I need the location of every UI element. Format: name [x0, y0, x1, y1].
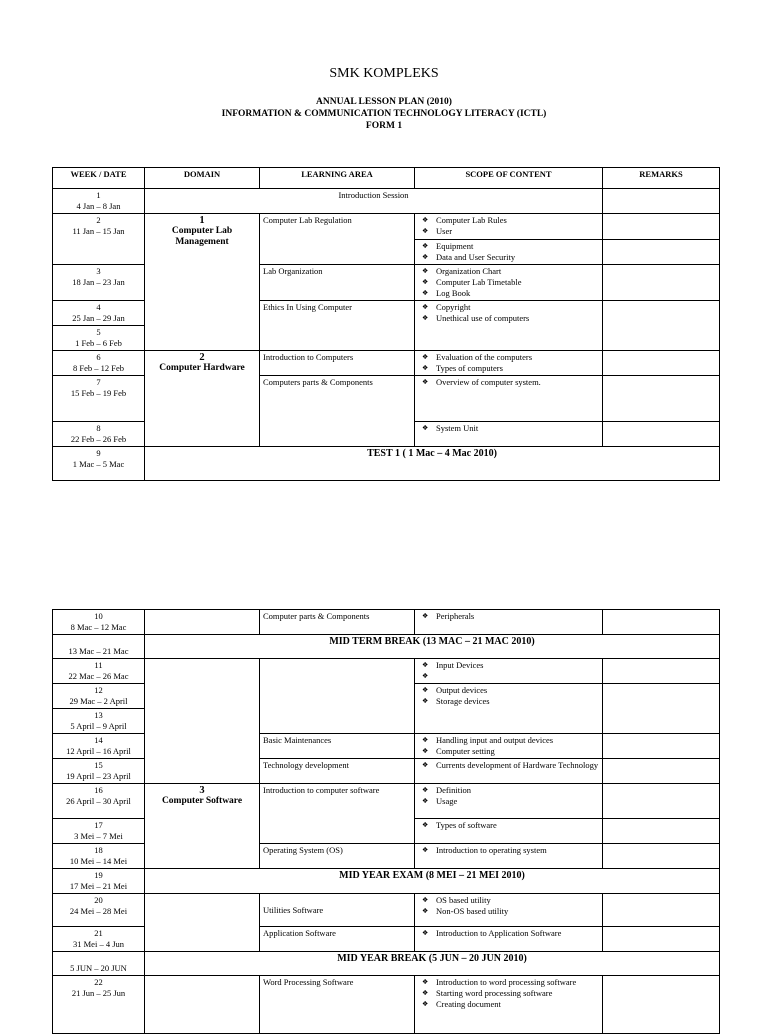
remarks-cell — [603, 759, 720, 784]
week-num: 5 — [96, 327, 101, 337]
scope-item: ❖ Computer Lab Timetable — [418, 277, 599, 288]
col-remarks: REMARKS — [603, 168, 720, 189]
scope-item: ❖ Currents development of Hardware Technology — [418, 760, 599, 771]
domain-number: 1 — [199, 215, 205, 226]
week-date: 22 Feb – 26 Feb — [70, 434, 127, 444]
scope-item: ❖ Creating document — [418, 999, 599, 1010]
scope-cell — [415, 894, 603, 927]
scope-item: ❖ Log Book — [418, 288, 599, 299]
week-cell — [53, 376, 145, 422]
week-date: 11 Jan – 15 Jan — [72, 226, 125, 236]
scope-cell — [415, 734, 603, 759]
midyear-break-banner: MID YEAR BREAK (5 JUN – 20 JUN 2010) — [145, 952, 720, 976]
week-num: 22 — [94, 977, 103, 987]
week-cell — [53, 927, 145, 952]
col-scope: SCOPE OF CONTENT — [415, 168, 603, 189]
week-date: 1 Feb – 6 Feb — [75, 338, 122, 348]
week-date: 26 April – 30 April — [66, 796, 131, 806]
week-num: 21 — [94, 928, 103, 938]
week-date: 19 April – 23 April — [66, 771, 131, 781]
scope-item: ❖ Evaluation of the computers — [418, 352, 599, 363]
remarks-cell — [603, 376, 720, 422]
week-num: 17 — [94, 820, 103, 830]
scope-cell — [415, 927, 603, 952]
domain-cell — [145, 976, 260, 1034]
remarks-cell — [603, 240, 720, 265]
week-date: 8 Mac – 12 Mac — [70, 622, 127, 632]
week-num: 3 — [96, 266, 101, 276]
week-date: 22 Mac – 26 Mac — [68, 671, 129, 681]
scope-cell — [415, 240, 603, 265]
remarks-cell — [603, 301, 720, 351]
table-row — [53, 976, 720, 1034]
remarks-cell — [603, 265, 720, 301]
lesson-plan-table-1 — [52, 167, 720, 481]
week-date: 12 April – 16 April — [66, 746, 131, 756]
scope-item: ❖ Handling input and output devices — [418, 735, 599, 746]
week-num: 13 — [94, 710, 103, 720]
scope-item: ❖ Computer Lab Rules — [418, 215, 599, 226]
col-domain: DOMAIN — [145, 168, 260, 189]
week-date: 4 Jan – 8 Jan — [76, 201, 121, 211]
lesson-plan-table-2 — [52, 609, 720, 1034]
remarks-cell — [603, 734, 720, 759]
week-cell — [53, 734, 145, 759]
scope-item: ❖ Data and User Security — [418, 252, 599, 263]
learning-area-cell: Computers parts & Components — [260, 376, 415, 447]
scope-item: ❖ Introduction to operating system — [418, 845, 599, 856]
scope-item: ❖ Unethical use of computers — [418, 313, 599, 324]
table-row — [53, 659, 720, 684]
week-num: 15 — [94, 760, 103, 770]
learning-area-cell: Operating System (OS) — [260, 844, 415, 869]
remarks-cell — [603, 684, 720, 734]
scope-cell — [415, 684, 603, 734]
week-date: 5 April – 9 April — [70, 721, 127, 731]
week-date: 25 Jan – 29 Jan — [72, 313, 125, 323]
domain-cell — [145, 610, 260, 635]
week-num: 18 — [94, 845, 103, 855]
scope-item: ❖ Storage devices — [418, 696, 599, 707]
subject-title: INFORMATION & COMMUNICATION TECHNOLOGY LITERACY (ICTL) — [221, 109, 547, 119]
week-cell — [53, 265, 145, 301]
scope-cell — [415, 759, 603, 784]
domain-cell — [145, 351, 260, 447]
scope-item: ❖ Output devices — [418, 685, 599, 696]
scope-item: ❖ Types of computers — [418, 363, 599, 374]
table-row — [53, 635, 720, 659]
scope-cell — [415, 784, 603, 819]
table-row — [53, 189, 720, 214]
scope-cell — [415, 351, 603, 376]
table-row — [53, 610, 720, 635]
table-row — [53, 447, 720, 481]
remarks-cell — [603, 659, 720, 684]
scope-item: ❖ Types of software — [418, 820, 599, 831]
form-title: FORM 1 — [365, 121, 403, 131]
learning-area-cell: Word Processing Software — [260, 976, 415, 1034]
scope-item: ❖ Copyright — [418, 302, 599, 313]
scope-item: ❖ Overview of computer system. — [418, 377, 599, 388]
week-cell — [53, 635, 145, 659]
week-date: 17 Mei – 21 Mei — [69, 881, 128, 891]
week-cell — [53, 214, 145, 265]
week-cell — [53, 819, 145, 844]
learning-area-cell — [260, 659, 415, 734]
week-num: 7 — [96, 377, 101, 387]
domain-cell — [145, 894, 260, 952]
learning-area-cell: Introduction to computer software — [260, 784, 415, 844]
week-date: 10 Mei – 14 Mei — [69, 856, 128, 866]
week-date: 1 Mac – 5 Mac — [72, 459, 125, 469]
table-row — [53, 214, 720, 240]
scope-item: ❖ Organization Chart — [418, 266, 599, 277]
remarks-cell — [603, 422, 720, 447]
midyear-exam-banner: MID YEAR EXAM (8 MEI – 21 MEI 2010) — [145, 869, 720, 894]
midterm-break-banner: MID TERM BREAK (13 MAC – 21 MAC 2010) — [145, 635, 720, 659]
week-num: 6 — [96, 352, 101, 362]
table-row — [53, 351, 720, 376]
scope-item: ❖ OS based utility — [418, 895, 599, 906]
week-date: 21 Jun – 25 Jun — [71, 988, 126, 998]
week-cell — [53, 709, 145, 734]
domain-cell — [145, 214, 260, 351]
week-num: 19 — [94, 870, 103, 880]
intro-session: Introduction Session — [145, 189, 603, 214]
week-cell — [53, 784, 145, 819]
week-cell — [53, 610, 145, 635]
week-date: 3 Mei – 7 Mei — [74, 831, 123, 841]
week-num: 20 — [94, 895, 103, 905]
week-date: 29 Mac – 2 April — [69, 696, 128, 706]
scope-item: ❖ Peripherals — [418, 611, 599, 622]
week-cell — [53, 684, 145, 709]
scope-item: ❖ Non-OS based utility — [418, 906, 599, 917]
scope-cell — [415, 376, 603, 422]
test-banner: TEST 1 ( 1 Mac – 4 Mac 2010) — [145, 447, 720, 481]
scope-cell — [415, 819, 603, 844]
learning-area-cell: Computer Lab Regulation — [260, 214, 415, 265]
scope-item: ❖ Introduction to word processing software — [418, 977, 599, 988]
learning-area-cell: Lab Organization — [260, 265, 415, 301]
remarks-cell — [603, 784, 720, 819]
week-cell — [53, 326, 145, 351]
week-cell — [53, 422, 145, 447]
learning-area-cell: Application Software — [260, 927, 415, 952]
week-cell — [53, 351, 145, 376]
plan-title: ANNUAL LESSON PLAN (2010) — [316, 97, 452, 107]
week-date: 15 Feb – 19 Feb — [70, 388, 127, 398]
domain-name: Computer Lab Management — [171, 226, 233, 247]
week-num: 2 — [96, 215, 101, 225]
week-num: 1 — [96, 190, 101, 200]
week-num: 4 — [96, 302, 101, 312]
scope-item: ❖ System Unit — [418, 423, 599, 434]
remarks-cell — [603, 976, 720, 1034]
week-cell — [53, 659, 145, 684]
scope-item: ❖ Introduction to Application Software — [418, 928, 599, 939]
domain-number: 2 — [199, 352, 205, 363]
scope-item: ❖ Computer setting — [418, 746, 599, 757]
col-learning-area: LEARNING AREA — [260, 168, 415, 189]
scope-cell — [415, 844, 603, 869]
remarks-cell — [603, 214, 720, 240]
learning-area-cell: Ethics In Using Computer — [260, 301, 415, 351]
remarks-cell — [603, 819, 720, 844]
week-date: 31 Mei – 4 Jun — [73, 939, 124, 949]
week-date: 8 Feb – 12 Feb — [73, 363, 124, 373]
learning-area-cell: Basic Maintenances — [260, 734, 415, 759]
week-num: 16 — [94, 785, 103, 795]
scope-cell — [415, 265, 603, 301]
week-date: 5 JUN – 20 JUN — [70, 963, 127, 973]
week-num: 14 — [94, 735, 103, 745]
scope-cell — [415, 610, 603, 635]
week-cell — [53, 189, 145, 214]
scope-item: ❖ Starting word processing software — [418, 988, 599, 999]
week-num: 12 — [94, 685, 103, 695]
scope-cell — [415, 976, 603, 1034]
remarks-cell — [603, 351, 720, 376]
domain-cell — [145, 784, 260, 869]
week-date: 13 Mac – 21 Mac — [68, 646, 129, 656]
scope-item: ❖ Equipment — [418, 241, 599, 252]
learning-area-cell: Introduction to Computers — [260, 351, 415, 376]
scope-item — [418, 671, 599, 682]
week-date: 18 Jan – 23 Jan — [72, 277, 125, 287]
domain-number: 3 — [199, 785, 205, 796]
week-cell — [53, 869, 145, 894]
week-cell — [53, 952, 145, 976]
scope-item: ❖ Input Devices — [418, 660, 599, 671]
scope-cell — [415, 214, 603, 240]
table-row — [53, 869, 720, 894]
remarks-cell — [603, 844, 720, 869]
table-header-row — [53, 168, 720, 189]
scope-item: ❖ Usage — [418, 796, 599, 807]
domain-name: Computer Hardware — [159, 363, 245, 373]
week-date: 24 Mei – 28 Mei — [69, 906, 128, 916]
remarks-cell — [603, 189, 720, 214]
remarks-cell — [603, 927, 720, 952]
domain-cell — [145, 659, 260, 784]
week-cell — [53, 301, 145, 326]
scope-cell — [415, 301, 603, 351]
remarks-cell — [603, 610, 720, 635]
week-cell — [53, 759, 145, 784]
week-cell — [53, 976, 145, 1034]
learning-area-cell: Utilities Software — [260, 894, 415, 927]
school-name: SMK KOMPLEKS — [329, 66, 439, 81]
table-row — [53, 894, 720, 927]
scope-cell — [415, 422, 603, 447]
week-cell — [53, 894, 145, 927]
learning-area-cell: Technology development — [260, 759, 415, 784]
scope-item: ❖ Definition — [418, 785, 599, 796]
learning-area-cell: Computer parts & Components — [260, 610, 415, 635]
week-num: 11 — [94, 660, 103, 670]
week-cell — [53, 844, 145, 869]
week-cell — [53, 447, 145, 481]
week-num: 8 — [96, 423, 101, 433]
col-week-date: WEEK / DATE — [53, 168, 145, 189]
table-row — [53, 784, 720, 819]
week-num: 9 — [96, 448, 101, 458]
scope-item: ❖ User — [418, 226, 599, 237]
remarks-cell — [603, 894, 720, 927]
week-num: 10 — [94, 611, 103, 621]
domain-name: Computer Software — [161, 796, 243, 806]
table-row — [53, 952, 720, 976]
scope-cell — [415, 659, 603, 684]
